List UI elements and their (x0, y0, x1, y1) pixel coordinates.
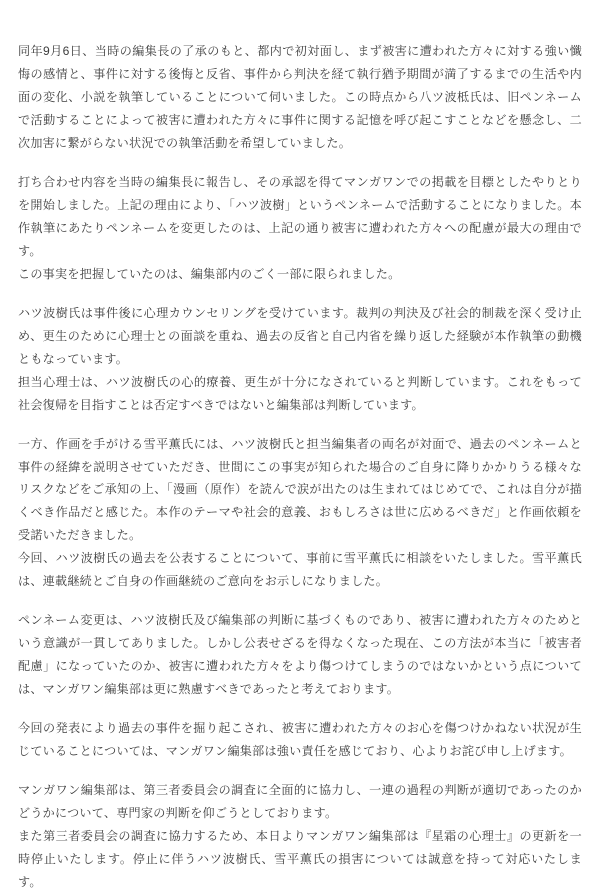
paragraph: 打ち合わせ内容を当時の編集長に報告し、その承認を得てマンガワンでの掲載を目標としたやりとりを開始しました。上記の理由により、「ハツ波樹」というペンネームで活動することになりました。本作執筆にあたりペンネームを変更したのは、上記の通り被害に遭われた方々への配慮が最大の理由です。 (18, 174, 582, 258)
paragraph: ハツ波樹氏は事件後に心理カウンセリングを受けています。裁判の判決及び社会的制裁を深く受け止め、更生のために心理士との面談を重ね、過去の反省と自己内省を繰り返した経験が本作執筆の動機ともなっています。 (18, 305, 582, 366)
paragraph: 今回、ハツ波樹氏の過去を公表することについて、事前に雪平薫氏に相談をいたしました。雪平薫氏は、連載継続とご自身の作画継続のご意向をお示しになりました。 (18, 551, 582, 589)
paragraph: ペンネーム変更は、ハツ波樹氏及び編集部の判断に基づくものであり、被害に遭われた方々のためという意識が一貫してありました。しかし公表せざるを得なくなった現在、この方法が本当に「被害者配慮」になっていたのか、被害に遭われた方々をより傷つけてしまうのではないかという点については、マンガワン編集部は更に熟慮すべきであったと考えております。 (18, 613, 582, 697)
paragraph: 同年9月6日、当時の編集長の了承のもと、都内で初対面し、まず被害に遭われた方々に対する強い懺悔の感情と、事件に対する後悔と反省、事件から判決を経て執行猶予期間が満了するまでの生活や内面の変化、小説を執筆していることについて伺いました。この時点から八ツ波柢氏は、旧ペンネームで活動することによって被害に遭われた方々に事件に関する記憶を呼び起こすことなどを懸念し、二次加害に繋がらない状況での執筆活動を希望していました。 (18, 44, 582, 150)
paragraph: マンガワン編集部は、第三者委員会の調査に全面的に協力し、一連の過程の判断が適切であったのかどうかについて、専門家の判断を仰ごうとしております。 (18, 783, 582, 821)
text-block (18, 171, 582, 286)
text-block (18, 717, 582, 763)
text-block (18, 779, 582, 894)
paragraph: 一方、作画を手がける雪平薫氏には、ハツ波樹氏と担当編集者の両名が対面で、過去のペンネームと事件の経緯を説明させていただき、世間にこの事実が知られた場合のご自身に降りかかりうる様々なリスクなどをご承知の上、「漫画（原作）を読んで涙が出たのは生まれてはじめてで、これは自分が描くべき作品だと感じた。本作のテーマや社会的意義、おもしろさは世に広めるべきだ」と作画依頼を受諾いただきました。 (18, 436, 582, 543)
text-block (18, 40, 582, 155)
paragraph: 担当心理士は、ハツ波樹氏の心的療養、更生が十分になされていると判断しています。これをもって社会復帰を目指すことは否定すべきではないと編集部は判断しています。 (18, 374, 582, 412)
paragraph: この事実を把握していたのは、編集部内のごく一部に限られました。 (18, 266, 401, 281)
text-block (18, 609, 582, 701)
paragraph: 今回の発表により過去の事件を掘り起こされ、被害に遭われた方々のお心を傷つけかねない状況が生じていることについては、マンガワン編集部は強い責任を感じており、心よりお詫び申し上げます。 (18, 721, 582, 759)
text-block (18, 433, 582, 594)
text-block (18, 302, 582, 417)
paragraph: また第三者委員会の調査に協力するため、本日よりマンガワン編集部は『星霜の心理士』の更新を一時停止いたします。停止に伴うハツ波樹氏、雪平薫氏の損害については誠意を持って対応いたします。 (18, 829, 582, 889)
